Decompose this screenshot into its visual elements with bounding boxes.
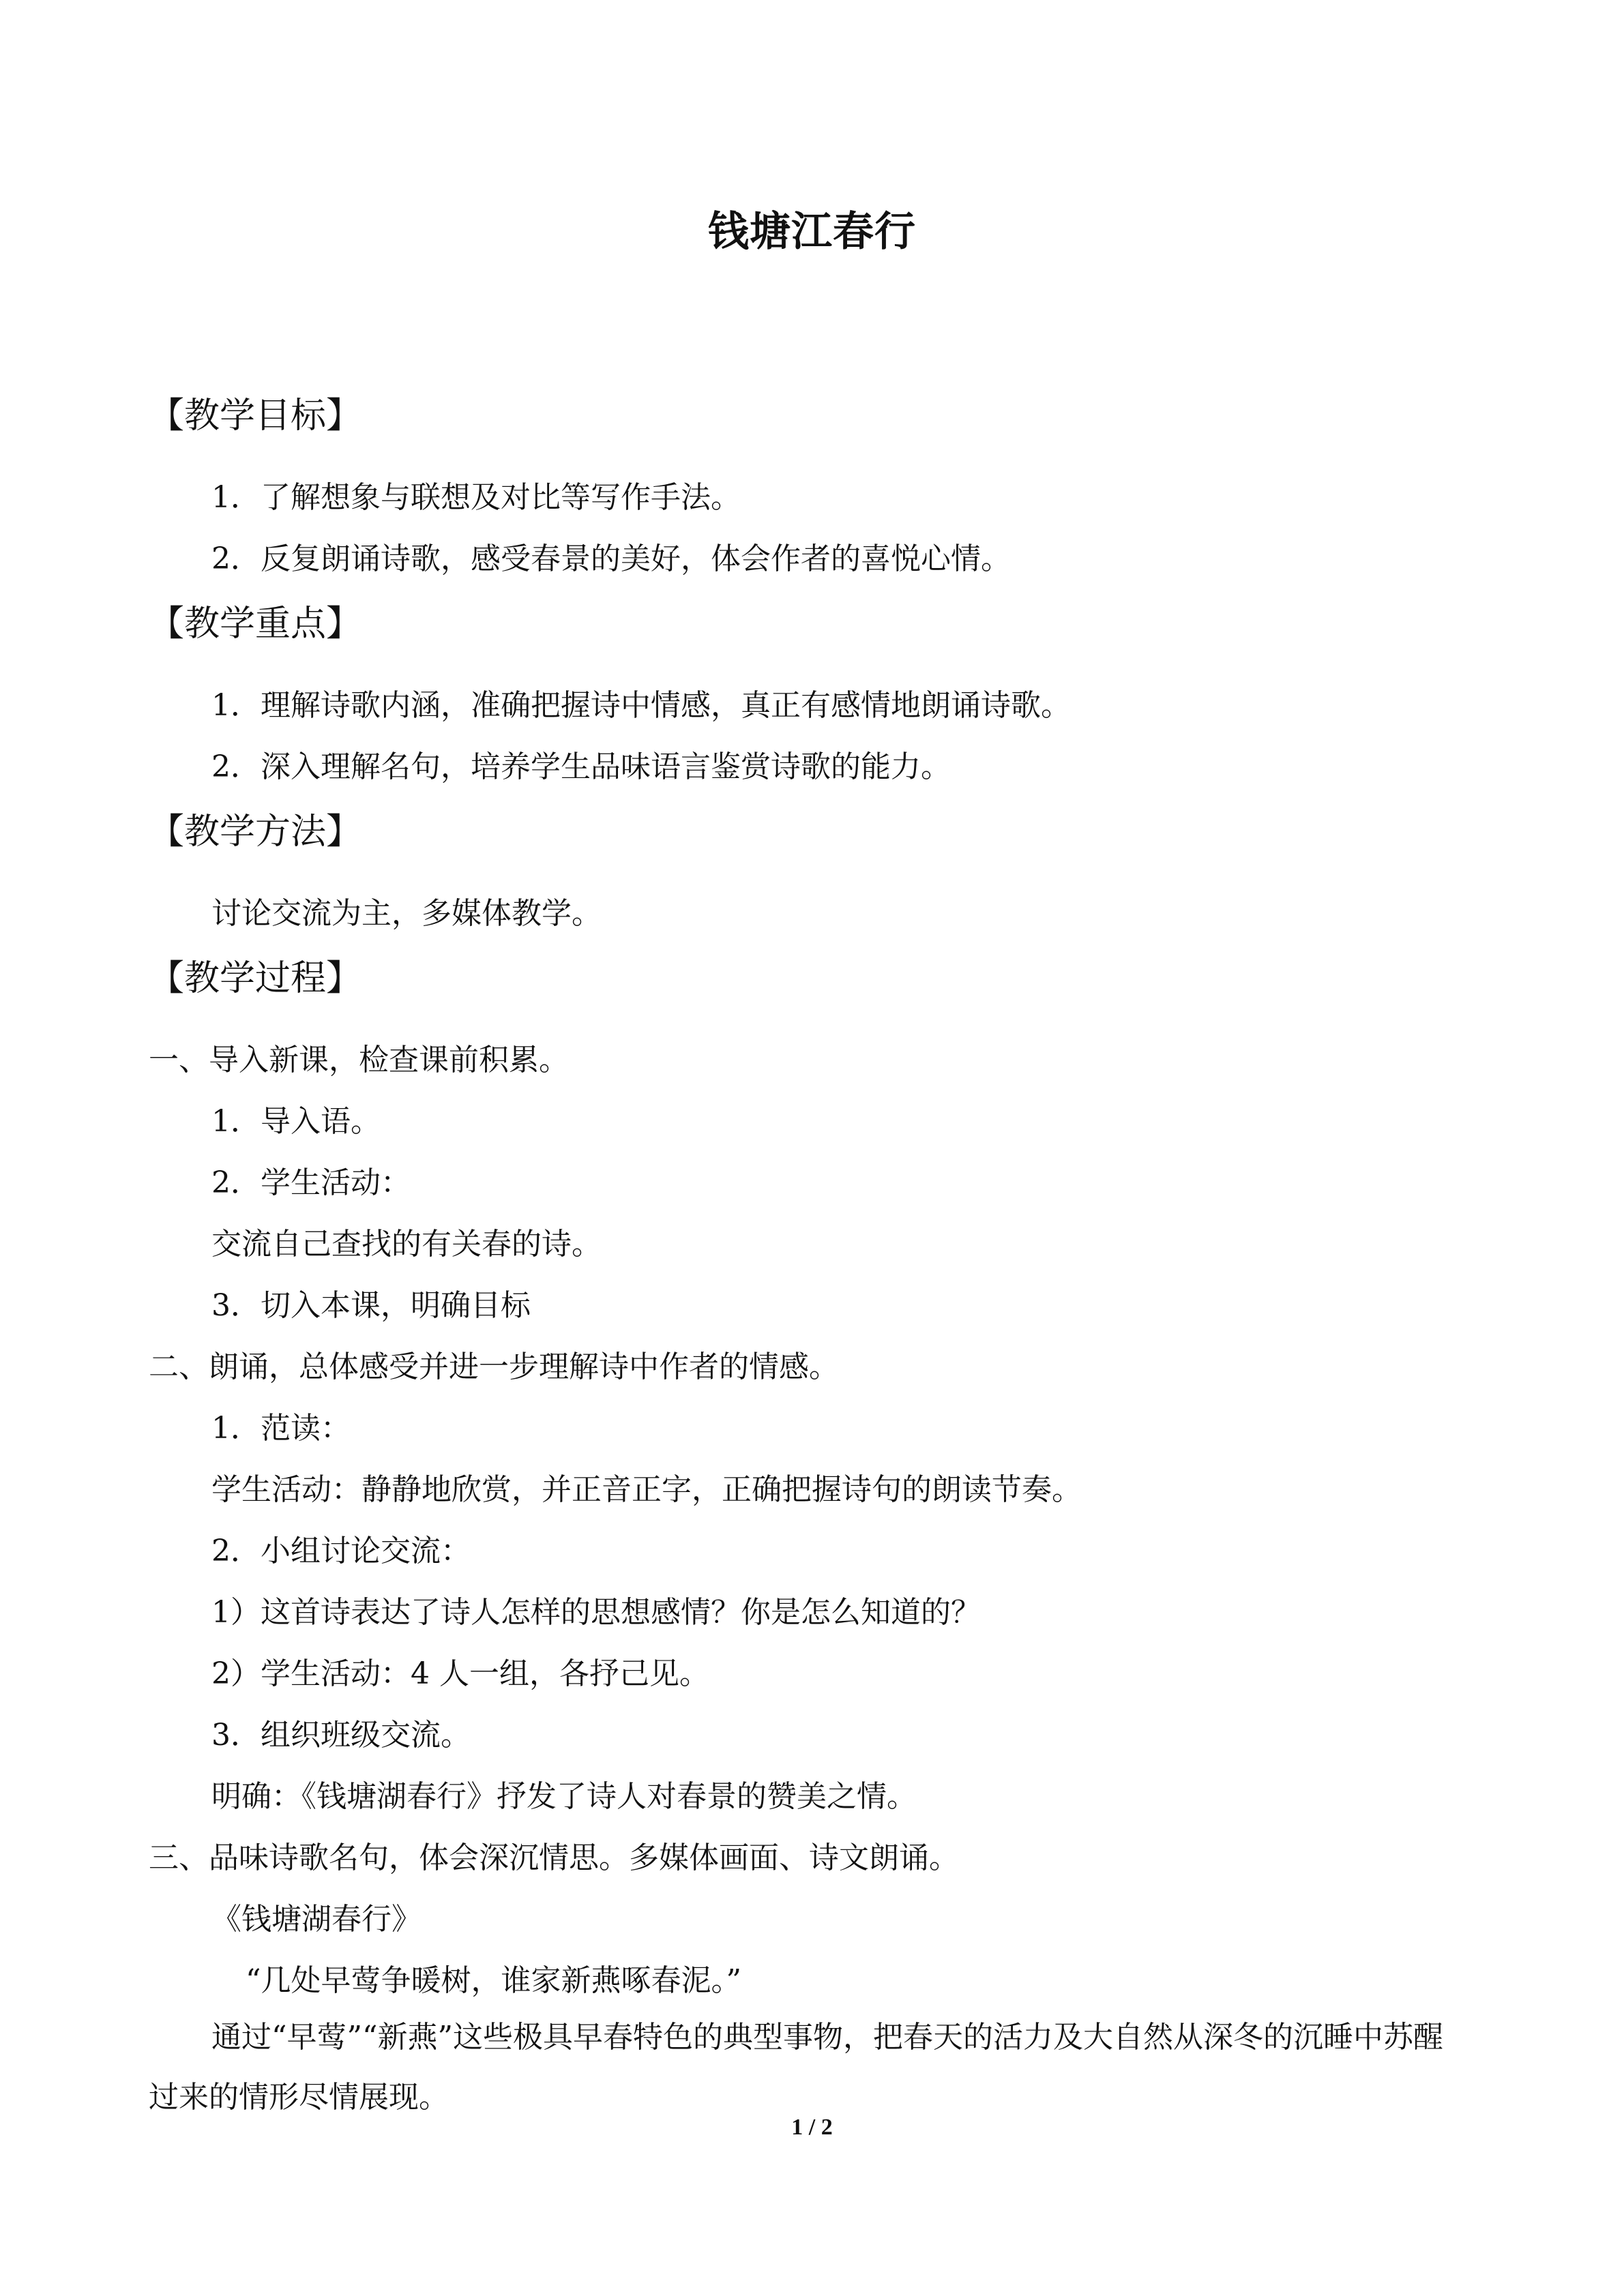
section-heading-keypoints: 【教学重点】 (149, 603, 362, 644)
process-line: “几处早莺争暖树，谁家新燕啄春泥。” (246, 1963, 741, 1998)
section-heading-goals: 【教学目标】 (149, 396, 362, 436)
process-line: 明确：《钱塘湖春行》抒发了诗人对春景的赞美之情。 (211, 1779, 917, 1814)
goal-item: 2．反复朗诵诗歌，感受春景的美好，体会作者的喜悦心情。 (211, 541, 1011, 576)
process-line: 1．导入语。 (211, 1104, 381, 1139)
process-line: 一、导入新课，检查课前积累。 (149, 1043, 569, 1077)
process-line: 学生活动：静静地欣赏，并正音正字，正确把握诗句的朗读节奏。 (211, 1472, 1082, 1507)
method-item: 讨论交流为主，多媒体教学。 (211, 896, 602, 931)
process-line: 2．学生活动： (211, 1165, 411, 1200)
goal-item: 1．了解想象与联想及对比等写作手法。 (211, 480, 741, 515)
process-line: 2）学生活动：4 人一组，各抒己见。 (211, 1656, 709, 1691)
section-heading-methods: 【教学方法】 (149, 811, 362, 852)
process-line: 1）这首诗表达了诗人怎样的思想感情？你是怎么知道的？ (211, 1595, 981, 1630)
process-line: 1．范读： (211, 1411, 351, 1446)
process-line: 交流自己查找的有关春的诗。 (211, 1227, 602, 1262)
section-heading-process: 【教学过程】 (149, 958, 362, 999)
process-line: 《钱塘湖春行》 (211, 1902, 422, 1937)
process-line: 三、品味诗歌名句，体会深沉情思。多媒体画面、诗文朗诵。 (149, 1840, 959, 1875)
process-line: 3．切入本课，明确目标 (211, 1288, 531, 1323)
process-line: 3．组织班级交流。 (211, 1718, 471, 1753)
document-title: 钱塘江春行 (708, 208, 916, 256)
page-number: 1 / 2 (791, 2115, 833, 2140)
keypoint-item: 2．深入理解名句，培养学生品味语言鉴赏诗歌的能力。 (211, 749, 951, 784)
process-line: 2．小组讨论交流： (211, 1534, 471, 1568)
keypoint-item: 1．理解诗歌内涵，准确把握诗中情感，真正有感情地朗诵诗歌。 (211, 688, 1071, 723)
process-line: 二、朗诵，总体感受并进一步理解诗中作者的情感。 (149, 1350, 839, 1384)
process-paragraph: 通过“早莺”“新燕”这些极具早春特色的典型事物，把春天的活力及大自然从深冬的沉睡中苏醒过来的情形尽情展现。 (149, 2020, 1443, 2115)
